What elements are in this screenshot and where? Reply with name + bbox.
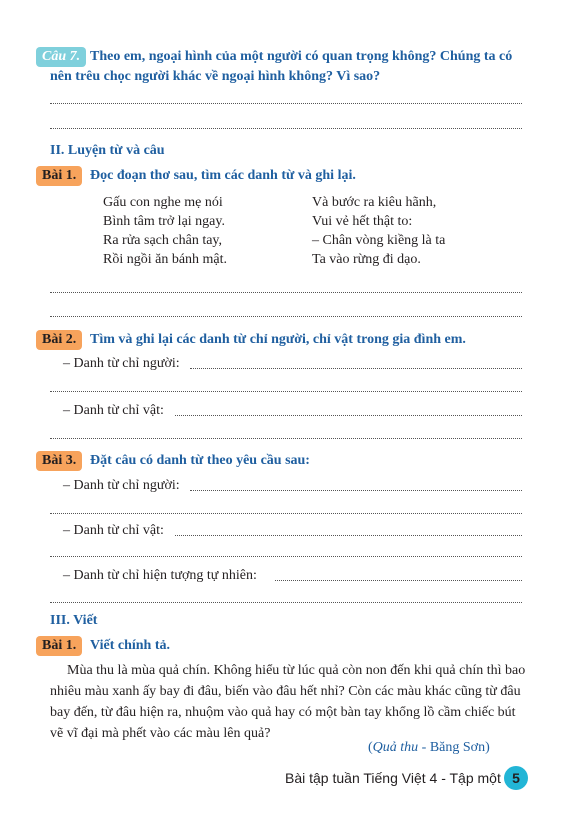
answer-line[interactable] <box>175 535 522 536</box>
source-citation <box>368 740 490 756</box>
poem-line: Vui vẻ hết thật to: <box>312 214 413 229</box>
question-7-badge: Câu 7. <box>36 47 86 67</box>
exercise-3-item-people: – Danh từ chỉ người: <box>63 478 180 493</box>
answer-line[interactable] <box>175 415 522 416</box>
answer-line[interactable] <box>275 580 522 581</box>
exercise-1-badge: Bài 1. <box>36 166 82 186</box>
exercise-1-title: Đọc đoạn thơ sau, tìm các danh từ và ghi lại. <box>90 168 356 183</box>
writing-exercise-1-title: Viết chính tả. <box>90 638 170 653</box>
poem-line: Rồi ngồi ăn bánh mật. <box>103 252 228 267</box>
answer-line[interactable] <box>50 391 522 392</box>
exercise-2-title: Tìm và ghi lại các danh từ chỉ người, chỉ vật trong gia đình em. <box>90 332 466 347</box>
writing-exercise-1-badge: Bài 1. <box>36 636 82 656</box>
exercise-2-item-people: – Danh từ chỉ người: <box>63 356 180 371</box>
question-7-line-2: nên trêu chọc người khác về ngoại hình không? Vì sao? <box>50 69 381 84</box>
poem-line: Gấu con nghe mẹ nói <box>103 195 223 210</box>
section-3-heading: III. Viết <box>50 613 98 628</box>
answer-line[interactable] <box>50 438 522 439</box>
paragraph-line: nhiêu màu xanh ấy bay đi đâu, biến vào đâu hết nhỉ? Còn các màu khác cũng từ đâu <box>50 684 521 699</box>
exercise-3-item-nature: – Danh từ chỉ hiện tượng tự nhiên: <box>63 568 257 583</box>
footer-book-title: Bài tập tuần Tiếng Việt 4 - Tập một <box>285 770 501 786</box>
answer-line[interactable] <box>50 103 522 104</box>
poem-line: Ra rửa sạch chân tay, <box>103 233 223 248</box>
page-number: 5 <box>504 766 528 790</box>
exercise-3-item-things: – Danh từ chỉ vật: <box>63 523 164 538</box>
source-title: Quả thu <box>372 740 419 755</box>
answer-line[interactable] <box>50 513 522 514</box>
paragraph-line: Mùa thu là mùa quả chín. Không hiểu từ lúc quả còn non đến khi quả chín thì bao <box>67 663 526 678</box>
answer-line[interactable] <box>190 490 522 491</box>
exercise-3-title: Đặt câu có danh từ theo yêu cầu sau: <box>90 453 310 468</box>
answer-line[interactable] <box>50 556 522 557</box>
answer-line[interactable] <box>50 292 522 293</box>
paragraph-line: vẽ vĩ đại mà phết vào các màu lên quả? <box>50 726 271 741</box>
exercise-3-badge: Bài 3. <box>36 451 82 471</box>
exercise-2-item-things: – Danh từ chỉ vật: <box>63 403 164 418</box>
answer-line[interactable] <box>190 368 522 369</box>
poem-line: Và bước ra kiêu hãnh, <box>312 195 437 210</box>
poem-line: Ta vào rừng đi dạo. <box>312 252 421 267</box>
poem-line: – Chân vòng kiềng là ta <box>312 233 446 248</box>
source-open-paren: ( <box>368 740 373 755</box>
exercise-2-badge: Bài 2. <box>36 330 82 350</box>
section-2-heading: II. Luyện từ và câu <box>50 143 165 158</box>
question-7-line-1: Theo em, ngoại hình của một người có quan trọng không? Chúng ta có <box>90 49 513 64</box>
answer-line[interactable] <box>50 316 522 317</box>
answer-line[interactable] <box>50 128 522 129</box>
paragraph-line: bay đến, từ đâu hiện ra, nhuộm vào quả hay có một bàn tay khổng lồ cầm chiếc bút <box>50 705 516 720</box>
poem-line: Bình tâm trở lại ngay. <box>103 214 225 229</box>
source-author: - Băng Sơn) <box>418 740 490 755</box>
answer-line[interactable] <box>50 602 522 603</box>
